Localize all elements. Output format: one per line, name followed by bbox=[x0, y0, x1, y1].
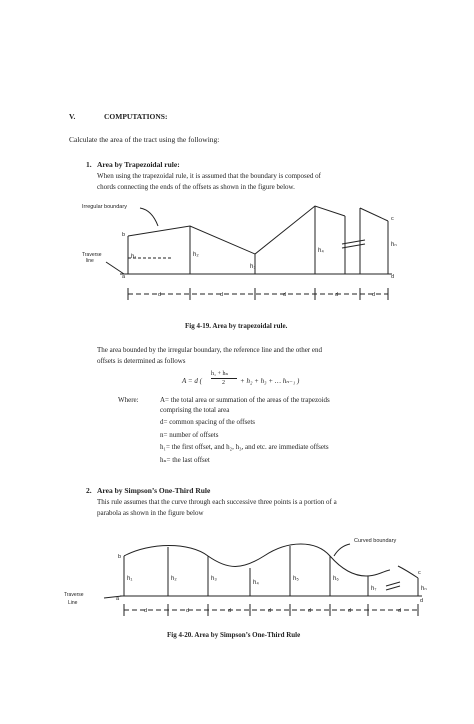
trapezoidal-figure bbox=[80, 196, 400, 308]
offset-h2-label: h₂ bbox=[193, 252, 199, 258]
traverse-label-line1: Traverse bbox=[82, 252, 102, 258]
definition-A: A= the total area or summation of the areas of the trapezoids bbox=[160, 396, 330, 404]
point-b-label: b bbox=[122, 232, 126, 238]
traverse-label2-line2: Line bbox=[68, 600, 78, 606]
spacing2-d-1: d bbox=[144, 608, 148, 614]
spacing2-d-4: d bbox=[268, 608, 272, 614]
point-d-label: d bbox=[391, 274, 395, 280]
formula-denominator: 2 bbox=[222, 380, 225, 386]
spacing-d-label-4: d bbox=[335, 292, 339, 298]
spacing-d-label-5: d bbox=[372, 292, 376, 298]
item1-text-line2: chords connecting the ends of the offsets as shown in the figure below. bbox=[97, 183, 295, 191]
spacing-d-label-3: d bbox=[283, 292, 287, 298]
formula-rhs: + h₂ + h₃ + … hₙ₋₁ ) bbox=[240, 377, 300, 385]
fig1-caption: Fig 4-19. Area by trapezoidal rule. bbox=[185, 322, 288, 330]
item2-number: 2. bbox=[86, 486, 92, 495]
where-label: Where: bbox=[118, 396, 139, 404]
item2-text-line2: parabola as shown in the figure below bbox=[97, 509, 204, 517]
spacing2-d-3: d bbox=[228, 608, 232, 614]
irregular-boundary-chords bbox=[128, 206, 345, 254]
offset2-h6-label: h₆ bbox=[333, 576, 339, 582]
point-a-label: a bbox=[122, 274, 126, 280]
offset-h4-label: h₄ bbox=[318, 248, 324, 254]
spacing2-d-7: d bbox=[398, 608, 402, 614]
item1-text-line1: When using the trapezoidal rule, it is assumed that the boundary is composed of bbox=[97, 172, 321, 180]
definition-d: d= common spacing of the offsets bbox=[160, 418, 255, 426]
offset2-h3-label: h₃ bbox=[211, 576, 217, 582]
definition-hn: hₙ= the last offset bbox=[160, 456, 210, 464]
point2-c-label: c bbox=[418, 570, 421, 576]
definition-n: n= number of offsets bbox=[160, 431, 219, 439]
traverse-label-line2: line bbox=[86, 258, 94, 264]
section-title: COMPUTATIONS: bbox=[104, 112, 168, 121]
formula-fraction-bar bbox=[211, 378, 237, 379]
offset2-h5-label: h₅ bbox=[293, 576, 299, 582]
formula-numerator: h₁ + hₙ bbox=[211, 371, 229, 377]
para1-line1: The area bounded by the irregular boundary, the reference line and the other end bbox=[97, 346, 322, 354]
section-number: V. bbox=[69, 112, 76, 121]
spacing2-d-6: d bbox=[348, 608, 352, 614]
offset-h1-label: h₁ bbox=[131, 254, 137, 260]
simpson-figure bbox=[60, 528, 426, 620]
spacing-d-label-1: d bbox=[158, 292, 162, 298]
spacing-d-label-2: d bbox=[220, 292, 224, 298]
curved-boundary-label: Curved boundary bbox=[354, 538, 397, 544]
offset-h3-label: h₃ bbox=[250, 264, 256, 270]
offset-hn-label: hₙ bbox=[391, 242, 397, 248]
item2-text-line1: This rule assumes that the curve through each successive three points is a portion of a bbox=[97, 498, 337, 506]
offset2-h7-label: h₇ bbox=[371, 586, 377, 592]
item1-number: 1. bbox=[86, 160, 92, 169]
point2-a-label: a bbox=[116, 596, 120, 602]
offset2-hn-label: hₙ bbox=[421, 586, 427, 592]
spacing2-d-2: d bbox=[186, 608, 190, 614]
offset2-h2-label: h₂ bbox=[171, 576, 177, 582]
intro-text: Calculate the area of the tract using the following: bbox=[69, 135, 220, 144]
item2-heading: Area by Simpson’s One-Third Rule bbox=[97, 486, 211, 495]
offset2-h1-label: h₁ bbox=[127, 576, 133, 582]
point2-b-label: b bbox=[118, 554, 122, 560]
definition-h1: h₁= the first offset, and h₂, h₃, and etc. are immediate offsets bbox=[160, 443, 329, 451]
formula-lhs: A = d ( bbox=[182, 377, 202, 385]
point-c-label: c bbox=[391, 216, 394, 222]
fig2-caption: Fig 4-20. Area by Simpson’s One-Third Rule bbox=[167, 631, 301, 639]
para1-line2: offsets is determined as follows bbox=[97, 357, 186, 365]
point2-d-label: d bbox=[420, 598, 424, 604]
irregular-boundary-label: Irregular boundary bbox=[82, 204, 127, 210]
traverse-label2-line1: Traverse bbox=[64, 592, 84, 598]
item1-heading: Area by Trapezoidal rule: bbox=[97, 160, 180, 169]
definition-A-cont: comprising the total area bbox=[160, 406, 230, 414]
offset2-h4-label: h₄ bbox=[253, 580, 259, 586]
spacing2-d-5: d bbox=[308, 608, 312, 614]
